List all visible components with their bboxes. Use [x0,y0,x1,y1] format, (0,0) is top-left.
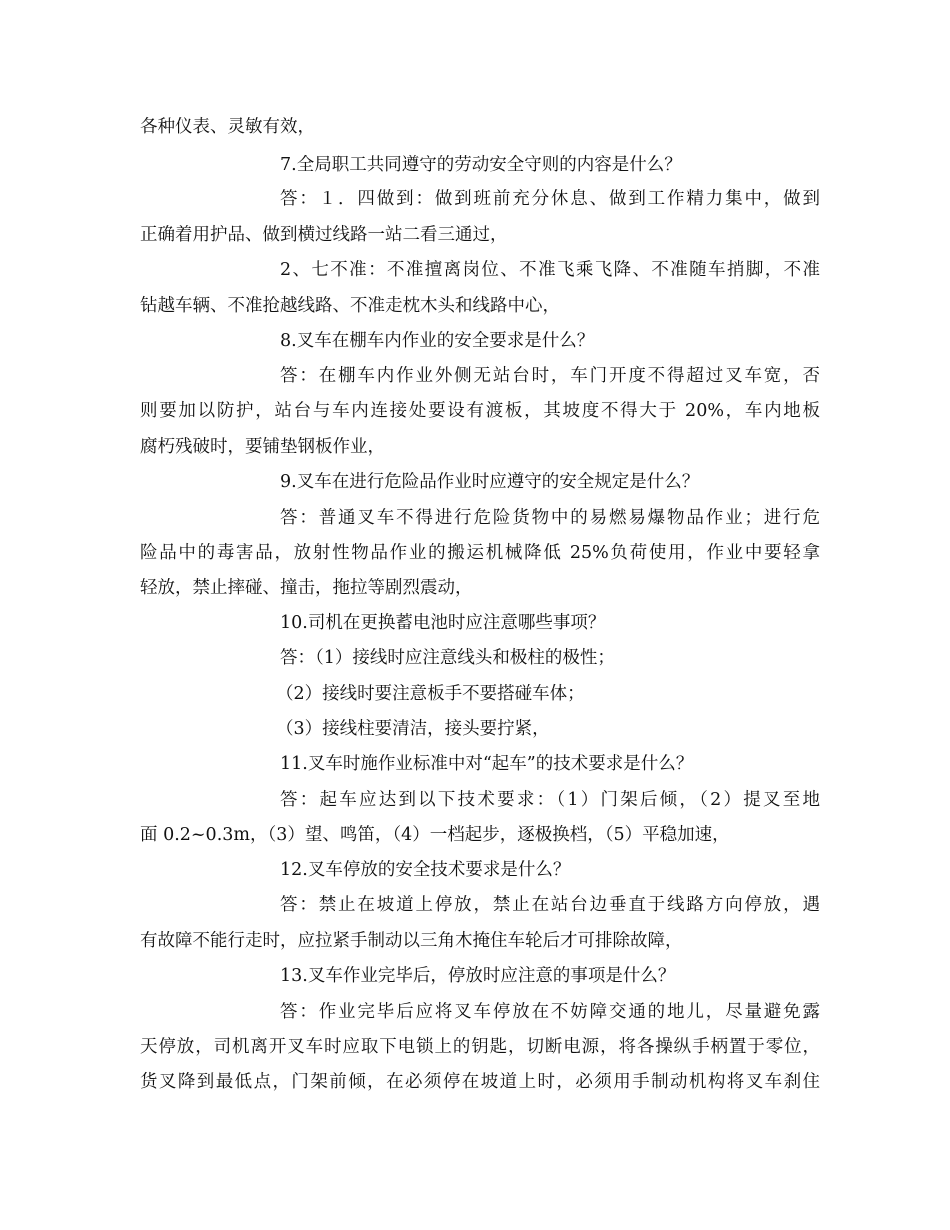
answer-line: 答：普通叉车不得进行危险货物中的易燃易爆物品作业；进行危 [280,508,820,528]
answer-line: 答：起车应达到以下技术要求：（1）门架后倾，（2）提叉至地 [280,790,820,810]
text-line: 货叉降到最低点，门架前倾，在必须停在坡道上时，必须用手制动机构将叉车刹住 [140,1072,820,1092]
text-line: 轻放，禁止摔碰、撞击，拖拉等剧烈震动， [140,578,473,598]
text-line: 正确着用护品、做到横过线路一站二看三通过， [140,225,508,245]
text-line: 险品中的毒害品，放射性物品作业的搬运机械降低 25%负荷使用，作业中要轻拿 [140,543,820,563]
answer-line: （3）接线柱要清洁，接头要拧紧， [276,719,550,739]
text-line: 2、七不准：不准擅离岗位、不准飞乘飞降、不准随车捎脚，不准 [280,260,820,280]
text-line: 面 0.2~0.3m，（3）望、鸣笛，（4）一档起步，逐极换档，（5）平稳加速， [140,825,730,845]
answer-line: 答：１．四做到：做到班前充分休息、做到工作精力集中，做到 [280,189,820,209]
answer-line: 答：作业完毕后应将叉车停放在不妨障交通的地儿，尽量避免露 [280,1002,820,1022]
question-heading: 8.叉车在棚车内作业的安全要求是什么？ [280,331,595,351]
answer-line: 答：在棚车内作业外侧无站台时，车门开度不得超过叉车宽，否 [280,366,820,386]
question-heading: 9.叉车在进行危险品作业时应遵守的安全规定是什么？ [280,472,700,492]
answer-line: 答：禁止在坡道上停放，禁止在站台边垂直于线路方向停放，遇 [280,895,820,915]
question-heading: 11.叉车时施作业标准中对“起车”的技术要求是什么？ [280,754,694,774]
answer-line: （2）接线时要注意板手不要搭碰车体； [276,684,585,704]
text-line: 有故障不能行走时，应拉紧手制动以三角木掩住车轮后才可排除故障， [140,931,683,951]
question-heading: 7.全局职工共同遵守的劳动安全守则的内容是什么？ [280,155,682,175]
question-heading: 13.叉车作业完毕后，停放时应注意的事项是什么？ [280,966,676,986]
text-line: 则要加以防护，站台与车内连接处要设有渡板，其坡度不得大于 20%，车内地板 [140,401,820,421]
text-line: 腐朽残破时，要铺垫钢板作业， [140,437,385,457]
text-line: 天停放，司机离开叉车时应取下电锁上的钥匙，切断电源，将各操纵手柄置于零位， [140,1037,820,1057]
question-heading: 10.司机在更换蓄电池时应注意哪些事项？ [280,613,606,633]
text-line: 各种仪表、灵敏有效， [140,117,315,137]
text-line: 钻越车辆、不准抢越线路、不准走枕木头和线路中心， [140,296,560,316]
answer-line: 答：（1）接线时应注意线头和极柱的极性； [280,648,615,668]
question-heading: 12.叉车停放的安全技术要求是什么？ [280,860,571,880]
